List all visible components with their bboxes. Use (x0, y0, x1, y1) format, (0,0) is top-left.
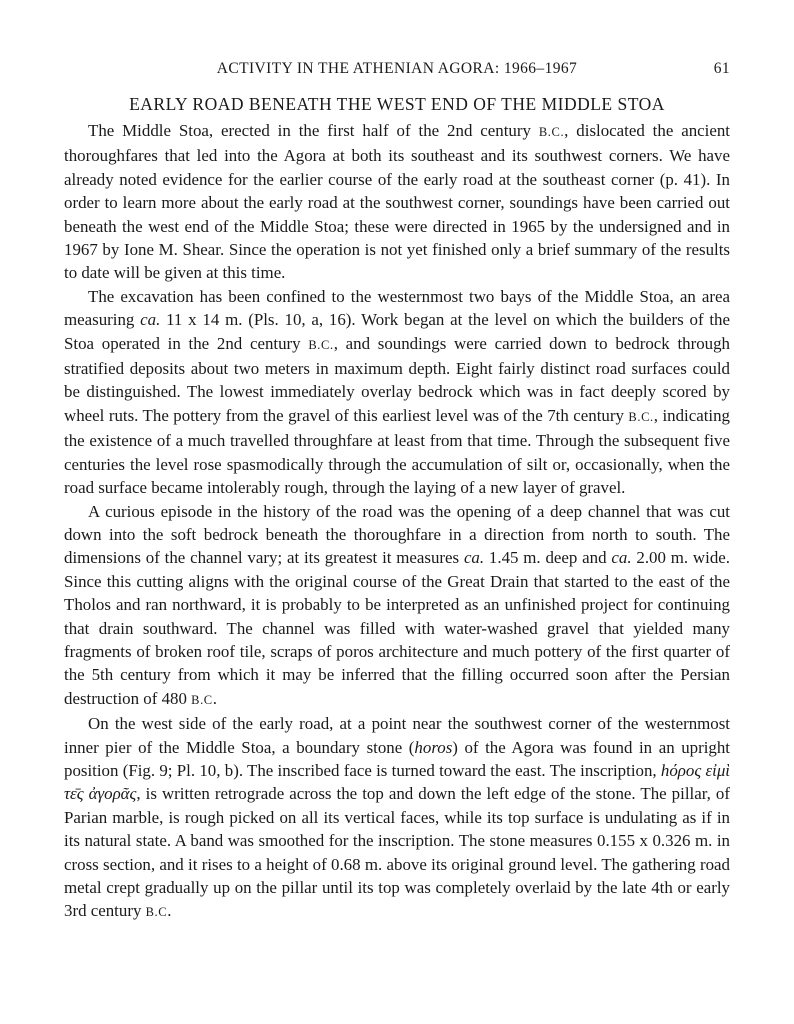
running-header (64, 56, 730, 84)
text-run: , indicating the existence of a much travelled throughfare at least from that time. Through the subsequent five centuries the level rose spasmodically through the accumulation of silt or, occasionally, when the road surface became intolerably rough, through the laying of a new layer of gravel. (64, 405, 731, 498)
small-caps-era: B.C (145, 905, 168, 920)
text-run: , dislocated the ancient thoroughfares that led into the Agora at both its southeast and its southwest corners. We have already noted evidence for the earlier course of the early road at the southeast corner (p. 41). In order to learn more about the early road at the southwest corner, soundings have been carried out beneath the west end of the Middle Stoa; these were directed in 1965 by the undersigned and in 1967 by Ione M. Shear. Since the operation is not yet finished only a brief summary of the results to date will be given at this time. (64, 121, 730, 283)
text-run: , is written retrograde across the top and down the left edge of the stone. The pillar, of Parian marble, is rough picked on all its vertical faces, while its top surface is undulating as if in its natural state. A band was smoothed for the inscription. The stone measures 0.155 x 0.326 m. in cross section, and it rises to a height of 0.68 m. above its original ground level. The gathering road metal crept gradually up on the pillar until its top was completely overlaid by the late 4th or early 3rd century (64, 784, 730, 921)
document-page (64, 56, 730, 925)
small-caps-era: B.C. (308, 337, 334, 352)
text-run: . (167, 901, 172, 921)
paragraph-4 (64, 712, 730, 925)
italic-abbrev: ca. (463, 548, 485, 568)
text-run: 11 x 14 m. (Pls. 10, a, 16). Work began at the level on which the builders of the Stoa operated in the 2nd century (64, 310, 730, 353)
greek-inscription: hόρος εἰμὶ τε̄ς ἀγορᾶς (64, 760, 730, 804)
paragraph-1 (64, 119, 730, 285)
text-run: 2.00 m. wide. Since this cutting aligns with the original course of the Great Drain that started to the east of the Tholos and ran northward, it is probably to be interpreted as an unfinished project for continuing that drain southward. The channel was filled with water-washed gravel that yielded many fragments of broken roof tile, scraps of poros architecture and much pottery of the first quarter of the 5th century from which it may be inferred that the filling occurred soon after the Persian destruction of 480 (64, 548, 730, 708)
text-run: The Middle Stoa, erected in the first half of the 2nd century (88, 121, 539, 140)
section-heading: EARLY ROAD BENEATH THE WEST END OF THE MIDDLE STOA (129, 94, 665, 114)
small-caps-era: B.C. (538, 125, 565, 139)
text-run: The excavation has been confined to the westernmost two bays of the Middle Stoa, an area measuring (64, 286, 730, 330)
text-run: A curious episode in the history of the road was the opening of a deep channel that was cut down into the soft bedrock beneath the thoroughfare in a direction from north to south. The dimensions of the channel vary; at its greatest it measures (64, 501, 730, 568)
small-caps-era: B.C. (628, 409, 654, 424)
small-caps-era: B.C (191, 692, 213, 707)
running-title: ACTIVITY IN THE ATHENIAN AGORA: 1966–1967 (216, 60, 578, 77)
page-number: 61 (713, 60, 730, 77)
text-run: , and soundings were carried down to bedrock through stratified deposits about two meters in maximum depth. Eight fairly distinct road surfaces could be distinguished. The lowest immediately overlay bedrock which was in fact deeply scored by wheel ruts. The pottery from the gravel of this earliest level was of the 7th century (64, 333, 731, 425)
text-run: ) of the Agora was found in an upright position (Fig. 9; Pl. 10, b). The inscribed face is turned toward the east. The inscription, (64, 737, 730, 780)
italic-abbrev: ca. (140, 310, 161, 330)
text-run: . (212, 688, 217, 708)
italic-term: horos (414, 737, 453, 757)
text-run: On the west side of the early road, at a point near the southwest corner of the westernmost inner pier of the Middle Stoa, a boundary stone ( (64, 714, 730, 757)
paragraph-3 (64, 500, 730, 713)
italic-abbrev: ca. (611, 548, 632, 568)
text-run: 1.45 m. deep and (484, 548, 612, 568)
paragraph-2 (64, 285, 730, 500)
